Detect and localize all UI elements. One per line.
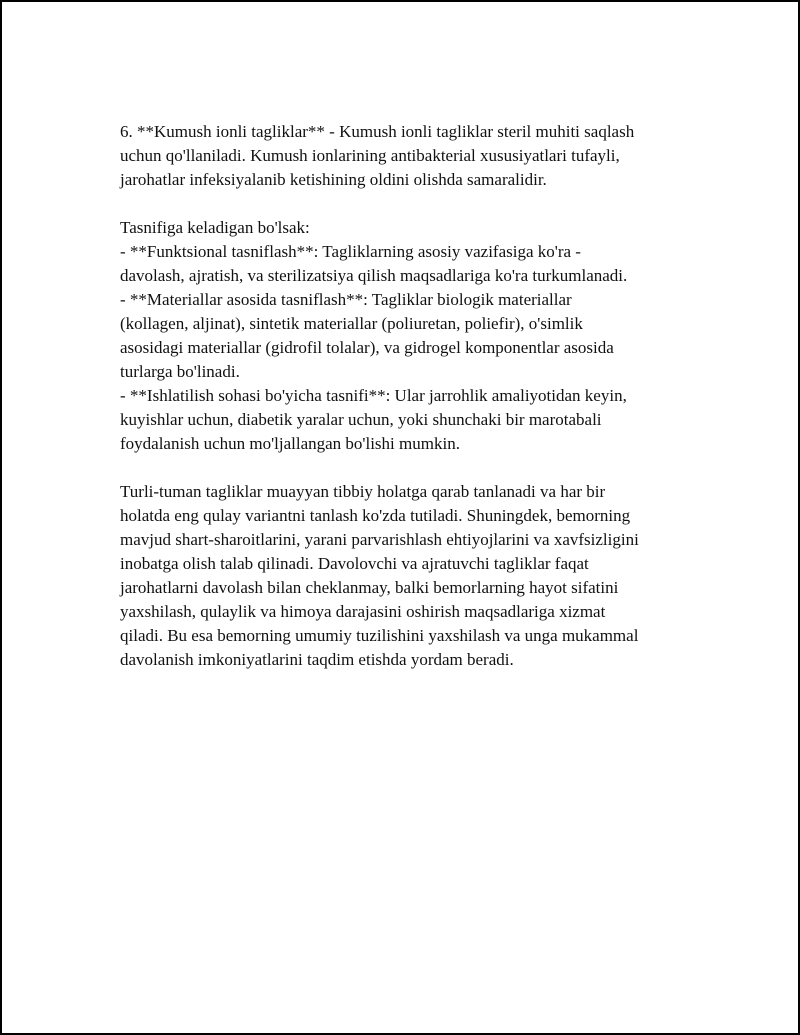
- text-line: Tasnifiga keladigan bo'lsak:: [120, 218, 310, 237]
- text-line: davolash, ajratish, va sterilizatsiya qilish maqsadlariga ko'ra turkumlanadi.: [120, 266, 628, 285]
- paragraph-classification: [120, 216, 700, 456]
- text-line: holatda eng qulay variantni tanlash ko'zda tutiladi. Shuningdek, bemorning: [120, 506, 631, 525]
- text-line: - **Funktsional tasniflash**: Tagliklarning asosiy vazifasiga ko'ra -: [120, 242, 581, 261]
- text-line: davolanish imkoniyatlarini taqdim etishda yordam beradi.: [120, 650, 514, 669]
- text-line: 6. **Kumush ionli tagliklar** - Kumush ionli tagliklar steril muhiti saqlash: [120, 122, 635, 141]
- text-line: inobatga olish talab qilinadi. Davolovchi va ajratuvchi tagliklar faqat: [120, 554, 589, 573]
- text-line: jarohatlar infeksiyalanib ketishining oldini olishda samaralidir.: [120, 170, 547, 189]
- paragraph-silver-ion-dressings: [120, 120, 700, 192]
- text-line: mavjud shart-sharoitlarini, yarani parvarishlash ehtiyojlarini va xavfsizligini: [120, 530, 639, 549]
- paragraph-conclusion: [120, 480, 700, 672]
- text-line: Turli-tuman tagliklar muayyan tibbiy holatga qarab tanlanadi va har bir: [120, 482, 606, 501]
- text-line: foydalanish uchun mo'ljallangan bo'lishi mumkin.: [120, 434, 460, 453]
- document-body: [120, 120, 700, 696]
- text-line: yaxshilash, qulaylik va himoya darajasini oshirish maqsadlariga xizmat: [120, 602, 606, 621]
- text-line: qiladi. Bu esa bemorning umumiy tuzilishini yaxshilash va unga mukammal: [120, 626, 639, 645]
- text-line: - **Ishlatilish sohasi bo'yicha tasnifi**: Ular jarrohlik amaliyotidan keyin,: [120, 386, 627, 405]
- text-line: asosidagi materiallar (gidrofil tolalar), va gidrogel komponentlar asosida: [120, 338, 614, 357]
- text-line: uchun qo'llaniladi. Kumush ionlarining antibakterial xususiyatlari tufayli,: [120, 146, 620, 165]
- text-line: kuyishlar uchun, diabetik yaralar uchun, yoki shunchaki bir marotabali: [120, 410, 602, 429]
- text-line: (kollagen, aljinat), sintetik materiallar (poliuretan, poliefir), o'simlik: [120, 314, 583, 333]
- text-line: jarohatlarni davolash bilan cheklanmay, balki bemorlarning hayot sifatini: [120, 578, 619, 597]
- text-line: - **Materiallar asosida tasniflash**: Tagliklar biologik materiallar: [120, 290, 572, 309]
- text-line: turlarga bo'linadi.: [120, 362, 240, 381]
